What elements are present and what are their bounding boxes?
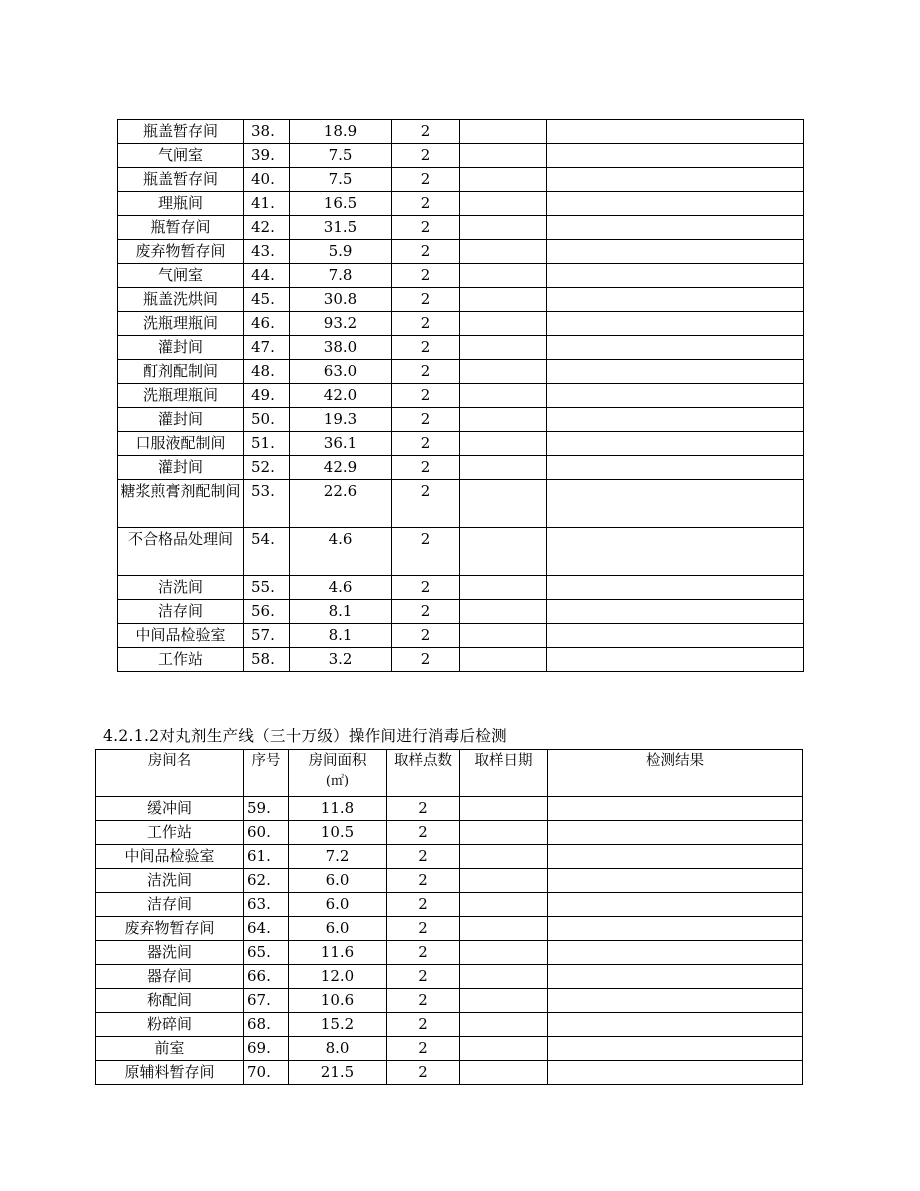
- area-cell: 63.0: [290, 360, 392, 384]
- points-cell: 2: [392, 192, 460, 216]
- area-cell: 6.0: [289, 869, 387, 893]
- result-cell: [547, 576, 804, 600]
- table-row: [96, 989, 803, 1013]
- table-row: [118, 216, 804, 240]
- result-cell: [547, 432, 804, 456]
- table-row: [118, 624, 804, 648]
- room-name-cell: 灌封间: [118, 456, 244, 480]
- table-row: [118, 288, 804, 312]
- seq-cell: 65.: [244, 941, 289, 965]
- room-table-body: [118, 120, 804, 672]
- table-header-row: [96, 750, 803, 797]
- table-row: [118, 456, 804, 480]
- seq-cell: 59.: [244, 797, 289, 821]
- points-cell: 2: [387, 869, 460, 893]
- room-name-cell: 称配间: [96, 989, 244, 1013]
- table-row: [96, 1037, 803, 1061]
- points-cell: 2: [392, 264, 460, 288]
- date-cell: [460, 917, 548, 941]
- result-cell: [548, 869, 803, 893]
- result-cell: [548, 797, 803, 821]
- table-row: [96, 893, 803, 917]
- room-name-cell: 不合格品处理间: [118, 528, 244, 576]
- table-row: [96, 941, 803, 965]
- seq-cell: 46.: [244, 312, 290, 336]
- date-cell: [460, 600, 547, 624]
- result-cell: [547, 648, 804, 672]
- header-result: 检测结果: [548, 750, 803, 797]
- seq-cell: 66.: [244, 965, 289, 989]
- header-date: 取样日期: [460, 750, 548, 797]
- points-cell: 2: [392, 576, 460, 600]
- result-cell: [547, 240, 804, 264]
- seq-cell: 49.: [244, 384, 290, 408]
- date-cell: [460, 1061, 548, 1085]
- area-cell: 5.9: [290, 240, 392, 264]
- header-room-name: 房间名: [96, 750, 244, 797]
- points-cell: 2: [392, 624, 460, 648]
- room-name-cell: 器存间: [96, 965, 244, 989]
- points-cell: 2: [392, 648, 460, 672]
- area-cell: 16.5: [290, 192, 392, 216]
- area-cell: 21.5: [289, 1061, 387, 1085]
- date-cell: [460, 216, 547, 240]
- result-cell: [548, 845, 803, 869]
- result-cell: [547, 288, 804, 312]
- area-cell: 8.0: [289, 1037, 387, 1061]
- room-name-cell: 中间品检验室: [118, 624, 244, 648]
- points-cell: 2: [392, 312, 460, 336]
- area-cell: 22.6: [290, 480, 392, 528]
- header-area-unit: (㎡): [325, 774, 350, 789]
- area-cell: 11.8: [289, 797, 387, 821]
- result-cell: [548, 989, 803, 1013]
- seq-cell: 48.: [244, 360, 290, 384]
- room-name-cell: 瓶盖暂存间: [118, 120, 244, 144]
- table-row: [118, 576, 804, 600]
- room-name-cell: 缓冲间: [96, 797, 244, 821]
- table-row: [96, 869, 803, 893]
- room-name-cell: 洗瓶理瓶间: [118, 384, 244, 408]
- seq-cell: 61.: [244, 845, 289, 869]
- date-cell: [460, 941, 548, 965]
- result-cell: [547, 120, 804, 144]
- points-cell: 2: [392, 600, 460, 624]
- points-cell: 2: [392, 216, 460, 240]
- date-cell: [460, 989, 548, 1013]
- points-cell: 2: [387, 893, 460, 917]
- area-cell: 8.1: [290, 600, 392, 624]
- seq-cell: 63.: [244, 893, 289, 917]
- area-cell: 7.8: [290, 264, 392, 288]
- area-cell: 18.9: [290, 120, 392, 144]
- table-row: [118, 192, 804, 216]
- table-row: [118, 648, 804, 672]
- points-cell: 2: [392, 384, 460, 408]
- points-cell: 2: [387, 797, 460, 821]
- seq-cell: 56.: [244, 600, 290, 624]
- seq-cell: 43.: [244, 240, 290, 264]
- points-cell: 2: [392, 456, 460, 480]
- room-name-cell: 洁存间: [96, 893, 244, 917]
- room-name-cell: 气闸室: [118, 264, 244, 288]
- date-cell: [460, 797, 548, 821]
- seq-cell: 39.: [244, 144, 290, 168]
- result-cell: [548, 1037, 803, 1061]
- area-cell: 8.1: [290, 624, 392, 648]
- points-cell: 2: [387, 821, 460, 845]
- area-cell: 15.2: [289, 1013, 387, 1037]
- room-name-cell: 洁存间: [118, 600, 244, 624]
- date-cell: [460, 624, 547, 648]
- area-cell: 7.2: [289, 845, 387, 869]
- table-row: [118, 144, 804, 168]
- room-name-cell: 中间品检验室: [96, 845, 244, 869]
- table-row: [96, 797, 803, 821]
- table-row: [118, 264, 804, 288]
- room-name-cell: 糖浆煎膏剂配制间: [118, 480, 244, 528]
- result-cell: [547, 456, 804, 480]
- date-cell: [460, 576, 547, 600]
- room-name-cell: 粉碎间: [96, 1013, 244, 1037]
- room-name-cell: 灌封间: [118, 336, 244, 360]
- room-name-cell: 原辅料暂存间: [96, 1061, 244, 1085]
- result-cell: [548, 965, 803, 989]
- table-row: [118, 312, 804, 336]
- date-cell: [460, 456, 547, 480]
- result-cell: [548, 1013, 803, 1037]
- header-seq: 序号: [244, 750, 289, 797]
- points-cell: 2: [392, 408, 460, 432]
- date-cell: [460, 480, 547, 528]
- table-row: [96, 845, 803, 869]
- header-area: [289, 750, 387, 797]
- date-cell: [460, 965, 548, 989]
- result-cell: [547, 528, 804, 576]
- room-name-cell: 气闸室: [118, 144, 244, 168]
- room-name-cell: 前室: [96, 1037, 244, 1061]
- area-cell: 30.8: [290, 288, 392, 312]
- result-cell: [547, 312, 804, 336]
- area-cell: 6.0: [289, 917, 387, 941]
- date-cell: [460, 264, 547, 288]
- room-name-cell: 瓶盖暂存间: [118, 168, 244, 192]
- section-heading: 4.2.1.2对丸剂生产线（三十万级）操作间进行消毒后检测: [103, 727, 507, 745]
- seq-cell: 54.: [244, 528, 290, 576]
- pill-line-table-body: [96, 750, 803, 1085]
- result-cell: [548, 1061, 803, 1085]
- pill-line-table: [95, 749, 803, 1085]
- points-cell: 2: [387, 941, 460, 965]
- area-cell: 7.5: [290, 144, 392, 168]
- seq-cell: 68.: [244, 1013, 289, 1037]
- seq-cell: 38.: [244, 120, 290, 144]
- seq-cell: 51.: [244, 432, 290, 456]
- result-cell: [548, 893, 803, 917]
- date-cell: [460, 528, 547, 576]
- date-cell: [460, 144, 547, 168]
- seq-cell: 64.: [244, 917, 289, 941]
- seq-cell: 40.: [244, 168, 290, 192]
- room-name-cell: 废弃物暂存间: [118, 240, 244, 264]
- date-cell: [460, 845, 548, 869]
- seq-cell: 57.: [244, 624, 290, 648]
- points-cell: 2: [387, 1061, 460, 1085]
- room-name-cell: 灌封间: [118, 408, 244, 432]
- seq-cell: 52.: [244, 456, 290, 480]
- table-row: [96, 917, 803, 941]
- header-area-label: 房间面积: [308, 753, 367, 769]
- area-cell: 6.0: [289, 893, 387, 917]
- area-cell: 12.0: [289, 965, 387, 989]
- table-row: [118, 360, 804, 384]
- seq-cell: 42.: [244, 216, 290, 240]
- seq-cell: 60.: [244, 821, 289, 845]
- table-row: [118, 240, 804, 264]
- result-cell: [547, 624, 804, 648]
- date-cell: [460, 1037, 548, 1061]
- date-cell: [460, 648, 547, 672]
- points-cell: 2: [392, 360, 460, 384]
- table-row: [96, 1013, 803, 1037]
- date-cell: [460, 1013, 548, 1037]
- result-cell: [547, 168, 804, 192]
- seq-cell: 70.: [244, 1061, 289, 1085]
- points-cell: 2: [387, 965, 460, 989]
- result-cell: [547, 144, 804, 168]
- table-row: [96, 965, 803, 989]
- area-cell: 4.6: [290, 576, 392, 600]
- room-name-cell: 器洗间: [96, 941, 244, 965]
- room-name-cell: 废弃物暂存间: [96, 917, 244, 941]
- result-cell: [547, 480, 804, 528]
- area-cell: 10.6: [289, 989, 387, 1013]
- result-cell: [547, 408, 804, 432]
- seq-cell: 47.: [244, 336, 290, 360]
- area-cell: 38.0: [290, 336, 392, 360]
- area-cell: 93.2: [290, 312, 392, 336]
- table-row: [118, 168, 804, 192]
- seq-cell: 50.: [244, 408, 290, 432]
- area-cell: 3.2: [290, 648, 392, 672]
- area-cell: 11.6: [289, 941, 387, 965]
- room-name-cell: 洁洗间: [118, 576, 244, 600]
- header-points: 取样点数: [387, 750, 460, 797]
- area-cell: 31.5: [290, 216, 392, 240]
- points-cell: 2: [387, 1013, 460, 1037]
- room-table-continued: [117, 119, 804, 672]
- points-cell: 2: [387, 845, 460, 869]
- room-name-cell: 瓶暂存间: [118, 216, 244, 240]
- table-row: [118, 432, 804, 456]
- result-cell: [548, 941, 803, 965]
- points-cell: 2: [392, 144, 460, 168]
- room-name-cell: 瓶盖洗烘间: [118, 288, 244, 312]
- result-cell: [547, 600, 804, 624]
- points-cell: 2: [392, 288, 460, 312]
- points-cell: 2: [387, 1037, 460, 1061]
- points-cell: 2: [387, 917, 460, 941]
- date-cell: [460, 240, 547, 264]
- table-row: [96, 821, 803, 845]
- points-cell: 2: [392, 168, 460, 192]
- room-name-cell: 酊剂配制间: [118, 360, 244, 384]
- seq-cell: 67.: [244, 989, 289, 1013]
- table-row: [118, 528, 804, 576]
- points-cell: 2: [392, 336, 460, 360]
- room-name-cell: 洗瓶理瓶间: [118, 312, 244, 336]
- table-row: [118, 336, 804, 360]
- result-cell: [547, 264, 804, 288]
- result-cell: [547, 336, 804, 360]
- room-name-cell: 工作站: [96, 821, 244, 845]
- seq-cell: 53.: [244, 480, 290, 528]
- date-cell: [460, 360, 547, 384]
- date-cell: [460, 408, 547, 432]
- seq-cell: 69.: [244, 1037, 289, 1061]
- points-cell: 2: [392, 528, 460, 576]
- points-cell: 2: [392, 432, 460, 456]
- points-cell: 2: [392, 480, 460, 528]
- area-cell: 36.1: [290, 432, 392, 456]
- points-cell: 2: [387, 989, 460, 1013]
- date-cell: [460, 893, 548, 917]
- seq-cell: 55.: [244, 576, 290, 600]
- seq-cell: 41.: [244, 192, 290, 216]
- date-cell: [460, 192, 547, 216]
- room-name-cell: 理瓶间: [118, 192, 244, 216]
- result-cell: [548, 917, 803, 941]
- date-cell: [460, 168, 547, 192]
- result-cell: [547, 216, 804, 240]
- result-cell: [547, 360, 804, 384]
- seq-cell: 58.: [244, 648, 290, 672]
- room-name-cell: 口服液配制间: [118, 432, 244, 456]
- points-cell: 2: [392, 240, 460, 264]
- table-row: [118, 408, 804, 432]
- date-cell: [460, 312, 547, 336]
- table-row: [118, 600, 804, 624]
- result-cell: [547, 384, 804, 408]
- area-cell: 7.5: [290, 168, 392, 192]
- area-cell: 19.3: [290, 408, 392, 432]
- date-cell: [460, 384, 547, 408]
- date-cell: [460, 821, 548, 845]
- date-cell: [460, 120, 547, 144]
- room-name-cell: 工作站: [118, 648, 244, 672]
- area-cell: 4.6: [290, 528, 392, 576]
- table-row: [96, 1061, 803, 1085]
- points-cell: 2: [392, 120, 460, 144]
- area-cell: 10.5: [289, 821, 387, 845]
- area-cell: 42.9: [290, 456, 392, 480]
- table-row: [118, 120, 804, 144]
- area-cell: 42.0: [290, 384, 392, 408]
- result-cell: [548, 821, 803, 845]
- date-cell: [460, 288, 547, 312]
- result-cell: [547, 192, 804, 216]
- seq-cell: 44.: [244, 264, 290, 288]
- room-name-cell: 洁洗间: [96, 869, 244, 893]
- table-row: [118, 480, 804, 528]
- date-cell: [460, 432, 547, 456]
- date-cell: [460, 336, 547, 360]
- date-cell: [460, 869, 548, 893]
- seq-cell: 62.: [244, 869, 289, 893]
- seq-cell: 45.: [244, 288, 290, 312]
- table-row: [118, 384, 804, 408]
